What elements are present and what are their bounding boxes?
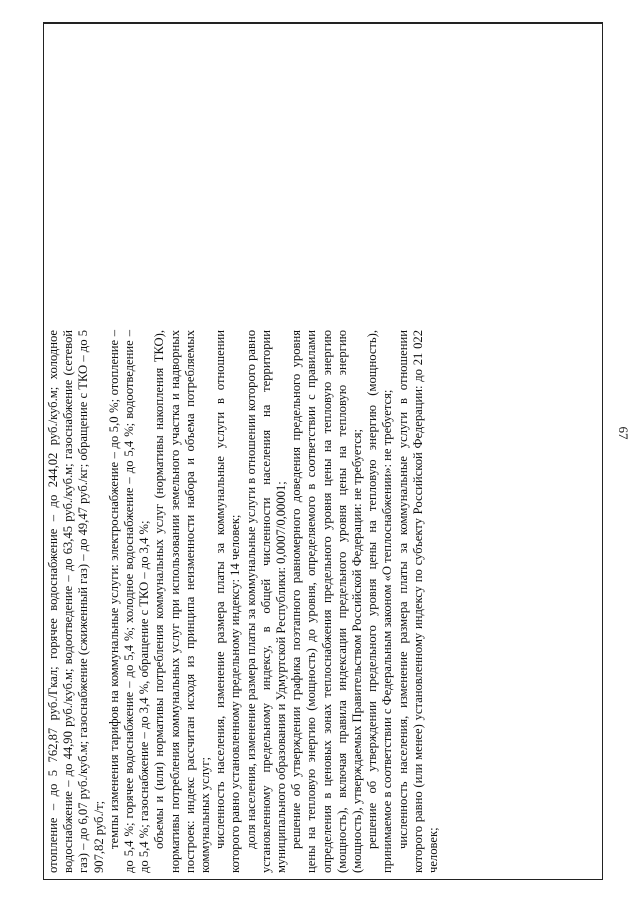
paragraph: отопление – до 5 762,87 руб./Гкал; горячее водоснабжение – до 244,02 руб./куб.м; холодное водоснабжение – до 44,90 руб./куб.м; водоотведение – до 63,45 руб./куб.м; газоснабжение (сетевой газ) – до 6,07 руб./куб.м; газоснабжение (сжиженный газ) – до 49,47 руб./кг; обращение с ТКО – до 5 907,82 руб./т; xyxy=(46,330,106,873)
paragraph: темпы изменения тарифов на коммунальные услуги: электроснабжение – до 5,0 %; отопление – до 5,4 %; горячее водоснабжение – до 5,4 %; холодное водоснабжение – до 5,4 %; водоотведение – до 5,4 %; газоснабжение – до 3,4 %, обращение с ТКО – до 3,4 %; xyxy=(106,330,152,873)
page-number: 67 xyxy=(616,426,631,440)
paragraph: доля населения, изменение размера платы за коммунальные услуги в отношении которого равно установленному предельному индексу, в общей численности населения на территории муниципального образования и Удмуртской Республики: 0,0007/0,00001; xyxy=(243,330,289,873)
document-table xyxy=(43,22,603,880)
empty-column xyxy=(44,23,602,324)
paragraph: численность населения, изменение размера платы за коммунальные услуги в отношении которого равно (или менее) установленному индексу по субъекту Российской Федерации: до 21 022 человек; xyxy=(395,330,441,873)
text-column xyxy=(44,324,602,879)
paragraph: решение об утверждении графика поэтапного равномерного доведения предельного уровня цены на тепловую энергию (мощность) до уровня, определяемого в соответствии с правилами определения в ценовых зонах теплоснабжения предельного уровня цены на тепловую энергию (мощность), включая правила индексации предельного уровня цены на тепловую энергию (мощность), утверждаемых Правительством Российской Федерации: не требуется; xyxy=(289,330,365,873)
paragraph: численность населения, изменение размера платы за коммунальные услуги в отношении которого равно установленному предельному индексу: 14 человек; xyxy=(213,330,243,873)
rotated-sheet xyxy=(43,22,603,880)
paragraph: объемы и (или) нормативы потребления коммунальных услуг (нормативы накопления ТКО), нормативы потребления коммунальных услуг при использовании земельного участка и надворных построек: индекс рассчитан исходя из принципа неизменности набора и объема потребляемых коммунальных услуг; xyxy=(152,330,213,873)
paragraph: решение об утверждении предельного уровня цены на тепловую энергию (мощность), принимаемое в соответствии с Федеральным законом «О теплоснабжении»: не требуется; xyxy=(365,330,395,873)
